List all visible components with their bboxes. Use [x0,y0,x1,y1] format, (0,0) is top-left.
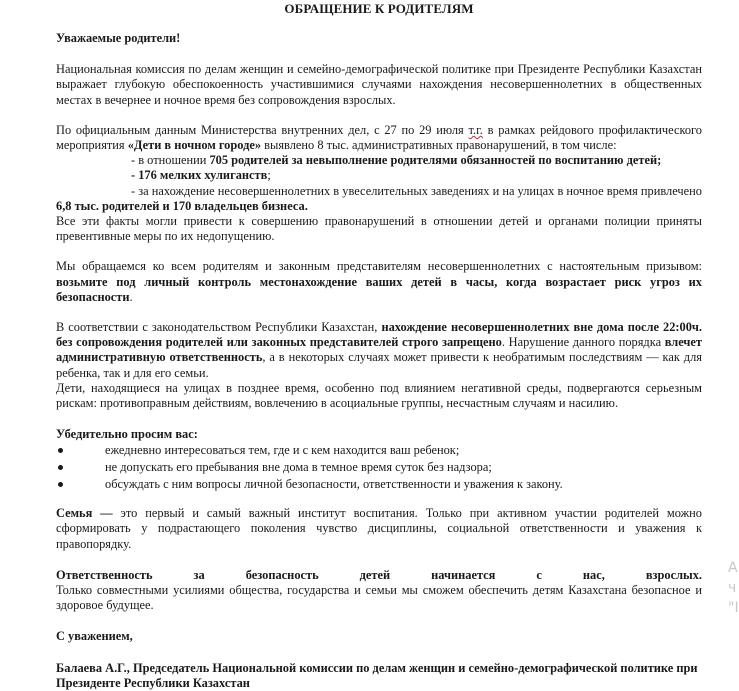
risks-paragraph: Дети, находящиеся на улицах в позднее время, особенно под влиянием негативной среды, подвергаются серьезным рискам: противоправным действиям, вовлечению в асоциальные группы, несчастным случаям и насилию. [56,380,702,411]
request-item-text: не допускать его пребывания вне дома в темное время суток без надзора; [105,460,492,475]
appeal-paragraph [56,259,702,305]
appeal-text: Мы обращаемся ко всем родителям и законным представителям несовершеннолетних с настоятельным призывом: [56,259,702,274]
stats-lead-1: По официальным данным Министерства внутренних дел, с 27 по 29 июля [56,122,469,137]
document-title: ОБРАЩЕНИЕ К РОДИТЕЛЯМ [284,1,474,16]
stats-item-venues [56,184,702,214]
stats-item-parents [56,153,702,168]
closing: С уважением, [56,629,133,644]
law-text-3: , а в некоторых случаях может привести к необратимым последствиям — как для ребенка, так и для его семьи. [56,350,702,380]
request-heading: Убедительно просим вас: [56,427,198,442]
watermark-line: А [728,560,738,576]
abbr-this-year: т.г. [468,122,483,137]
stats-item-1-bold: 705 родителей за невыполнение родителями обязанностей по воспитанию детей; [209,153,662,168]
event-name: «Дети в ночном городе» [127,138,262,153]
family-paragraph [56,506,702,552]
law-text-2: . Нарушение данного порядка [501,335,665,350]
greeting: Уважаемые родители! [56,31,181,45]
family-text: это первый и самый важный институт воспитания. Только при активном участии родителей можно сформировать у подрастающего поколения чувство дисциплины, социальной ответственности и уважения к правопорядку. [56,506,702,551]
appeal-end: . [129,289,133,304]
watermark-line: ч [728,580,737,596]
stats-item-3-bold: 6,8 тыс. родителей и 170 владельцев бизнеса. [56,198,308,213]
request-item-text: ежедневно интересоваться тем, где и с кем находится ваш ребенок; [105,443,460,458]
stats-paragraph [56,123,702,153]
signature: Балаева А.Г., Председатель Национальной комиссии по делам женщин и семейно-демографической политике при Президенте Республики Казахстан [56,660,698,690]
appeal-bold: возьмите под личный контроль местонахождение ваших детей в часы, когда возрастает риск угроз их безопасности [56,274,702,304]
law-bold-2: влечет административную ответственность [56,335,702,365]
bullet-icon [58,482,63,487]
law-bold-1: нахождение несовершеннолетних вне дома после 22:00ч. без сопровождения родителей или законных представителей строго запрещено [56,320,703,350]
stats-item-1-prefix: - в отношении [131,153,210,168]
responsibility-heading: Ответственность за безопасность детей начинается с нас, взрослых. [56,567,702,582]
stats-item-hooliganism [56,168,702,183]
law-text-1: В соответствии с законодательством Республики Казахстан, [56,320,382,335]
request-item [56,460,702,477]
document-page [56,0,702,691]
request-item-text: обсуждать с ним вопросы личной безопасности, ответственности и уважения к закону. [105,476,563,491]
stats-lead-2: в рамках рейдового профилактического мероприятия [56,122,703,153]
bullet-icon [58,465,63,470]
family-bold: Семья — [56,506,113,521]
intro-paragraph: Национальная комиссия по делам женщин и семейно-демографической политике при Президенте Республики Казахстан выражает глубокую обеспокоенность участившимися случаями нахождения несовершеннолетних в общественных местах в вечернее и ночное время без сопровождения взрослых. [56,62,702,107]
stats-item-2-suffix: ; [267,168,271,183]
request-item [56,477,702,494]
activation-watermark [728,558,739,618]
request-list [56,443,702,493]
stats-conclusion: Все эти факты могли привести к совершению правонарушений в отношении детей и органами полиции приняты превентивные меры по их недопущению. [56,214,702,244]
watermark-line: "I [728,600,739,616]
stats-item-3-prefix: - за нахождение несовершеннолетних в увеселительных заведениях и на улицах в ночное время привлечено [131,183,702,198]
bullet-icon [58,448,63,453]
stats-lead-3: выявлено 8 тыс. административных правонарушений, в том числе: [261,138,617,153]
law-paragraph [56,320,702,381]
stats-item-2-bold: - 176 мелких хулиганств [131,168,268,183]
request-item [56,443,702,460]
responsibility-text: Только совместными усилиями общества, государства и семьи мы сможем обеспечить детям Казахстана безопасное и здоровое будущее. [56,583,702,613]
